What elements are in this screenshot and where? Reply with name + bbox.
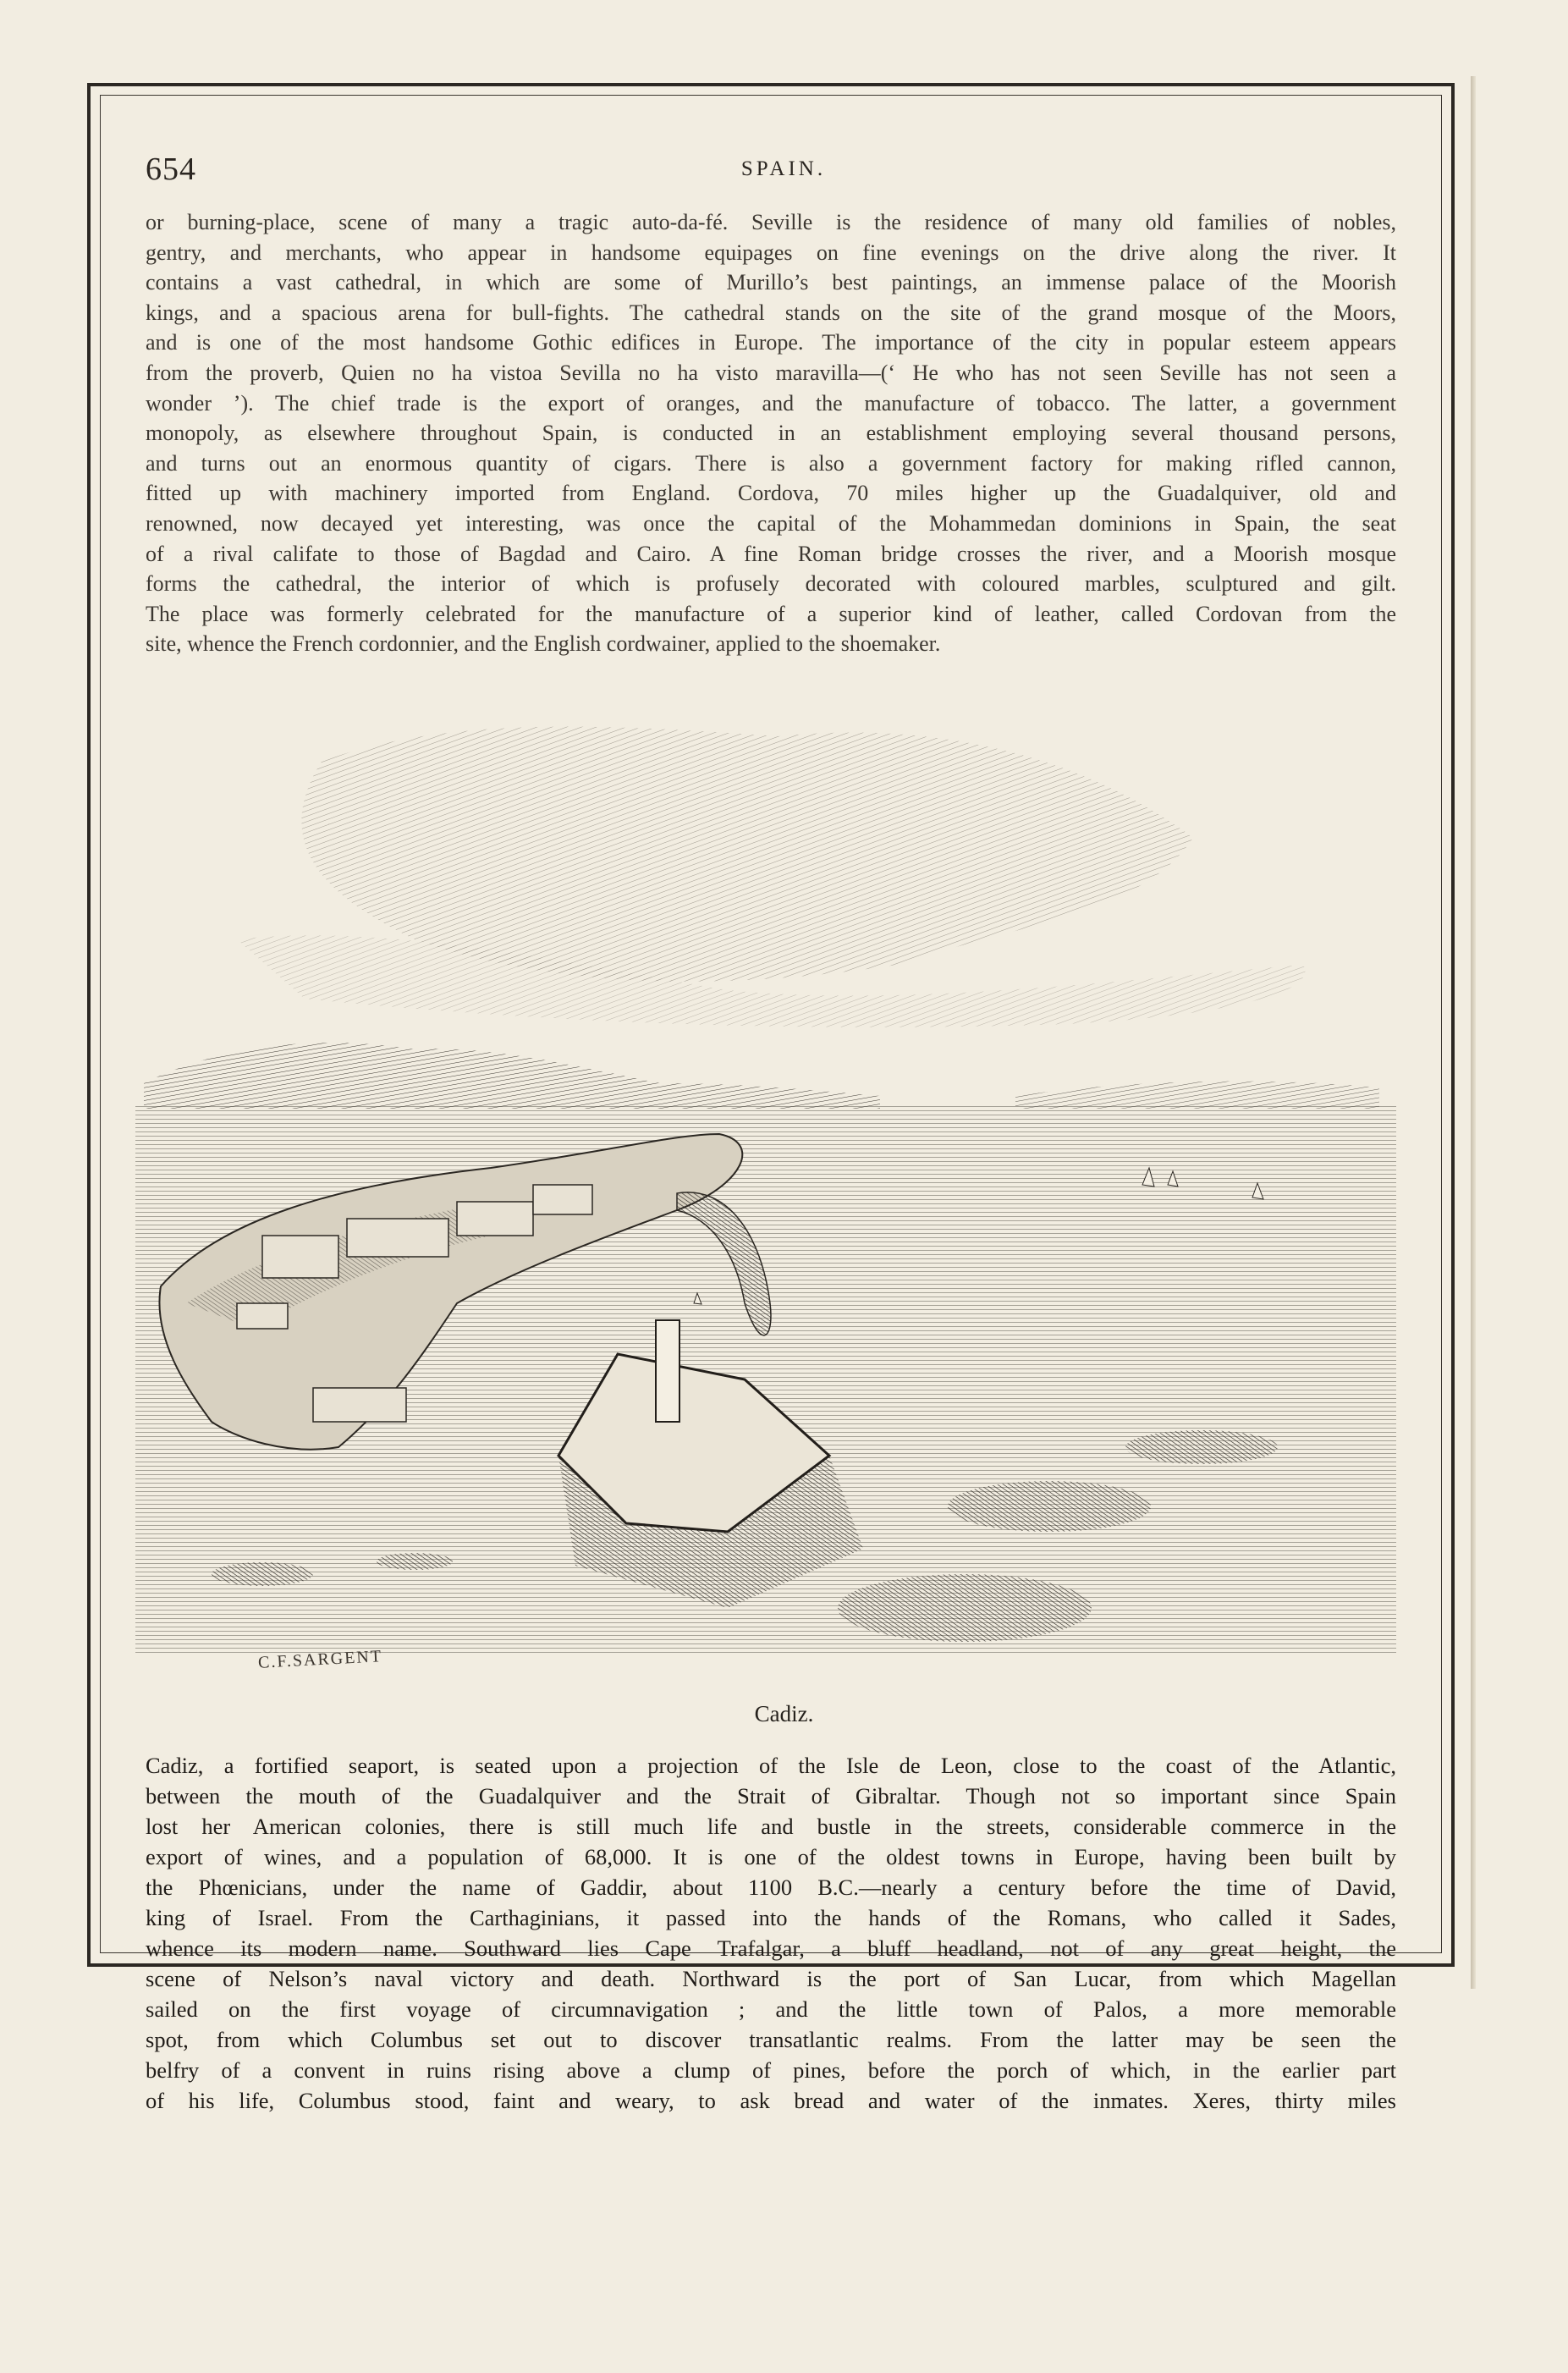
text-line: scene of Nelson’s naval victory and death. Northward is the port of San Lucar, from which Magellan [146,1966,1396,1991]
engraver-signature: C.F.SARGENT [257,1647,383,1672]
text-line: export of wines, and a population of 68,000. It is one of the oldest towns in Europe, having been built by [146,1844,1396,1869]
text-line: belfry of a convent in ruins rising above a clump of pines, before the porch of which, in the earlier part [146,2057,1396,2083]
text-line: between the mouth of the Guadalquiver and the Strait of Gibraltar. Though not so important since Spain [146,1783,1396,1809]
text-line: contains a vast cathedral, in which are some of Murillo’s best paintings, an immense palace of the Moorish [146,270,1396,295]
text-line: lost her American colonies, there is still much life and bustle in the streets, considerable commerce in the [146,1814,1396,1839]
text-line: gentry, and merchants, who appear in handsome equipages on fine evenings on the drive along the river. It [146,240,1396,265]
text-line: renowned, now decayed yet interesting, was once the capital of the Mohammedan dominions in Spain, the seat [146,510,1396,536]
page-number: 654 [146,151,196,187]
paragraph-bottom [146,1750,1396,2116]
text-line: The place was formerly celebrated for the manufacture of a superior kind of leather, called Cordovan from the [146,601,1396,626]
text-line: wonder ’). The chief trade is the export of oranges, and the manufacture of tobacco. The latter, a government [146,390,1396,416]
text-line: sailed on the first voyage of circumnavigation ; and the little town of Palos, a more memorable [146,1996,1396,2022]
cadiz-engraving [135,711,1396,1697]
text-line: king of Israel. From the Carthaginians, it passed into the hands of the Romans, who called it Sades, [146,1905,1396,1930]
text-line: and turns out an enormous quantity of cigars. There is also a government factory for making rifled cannon, [146,450,1396,476]
text-line: fitted up with machinery imported from England. Cordova, 70 miles higher up the Guadalquiver, old and [146,481,1396,506]
text-line: of a rival califate to those of Bagdad and Cairo. A fine Roman bridge crosses the river, and a Moorish mosque [146,541,1396,566]
text-line: the Phœnicians, under the name of Gaddir, about 1100 B.C.—nearly a century before the time of David, [146,1875,1396,1900]
text-line: kings, and a spacious arena for bull-fights. The cathedral stands on the site of the grand mosque of the Moors, [146,300,1396,325]
figure-caption: Cadiz. [754,1701,814,1726]
running-head: SPAIN. [740,157,827,180]
distant-hills [144,1043,880,1109]
text-line: site, whence the French cordonnier, and the English cordwainer, applied to the shoemaker. [146,631,941,657]
text-line: from the proverb, Quien no ha vistoa Sevilla no ha visto maravilla—(‘ He who has not seen Seville has not seen a [146,360,1396,385]
text-line: or burning-place, scene of many a tragic auto-da-fé. Seville is the residence of many old families of nobles, [146,210,1396,234]
text-line: and is one of the most handsome Gothic edifices in Europe. The importance of the city in popular esteem appears [146,330,1396,355]
text-line: of his life, Columbus stood, faint and weary, to ask bread and water of the inmates. Xeres, thirty miles [146,2088,1396,2113]
paragraph-top [146,207,1396,659]
page-header [146,151,1422,193]
text-line: spot, from which Columbus set out to discover transatlantic realms. From the latter may be seen the [146,2027,1396,2052]
text-line: forms the cathedral, the interior of which is profusely decorated with coloured marbles, sculptured and gilt. [146,571,1396,597]
text-line: whence its modern name. Southward lies Cape Trafalgar, a bluff headland, not of any great height, the [146,1935,1396,1961]
text-line: Cadiz, a fortified seaport, is seated upon a projection of the Isle de Leon, close to the coast of the Atlantic, [146,1753,1396,1778]
text-line: monopoly, as elsewhere throughout Spain, is conducted in an establishment employing several thousand persons, [146,421,1396,446]
